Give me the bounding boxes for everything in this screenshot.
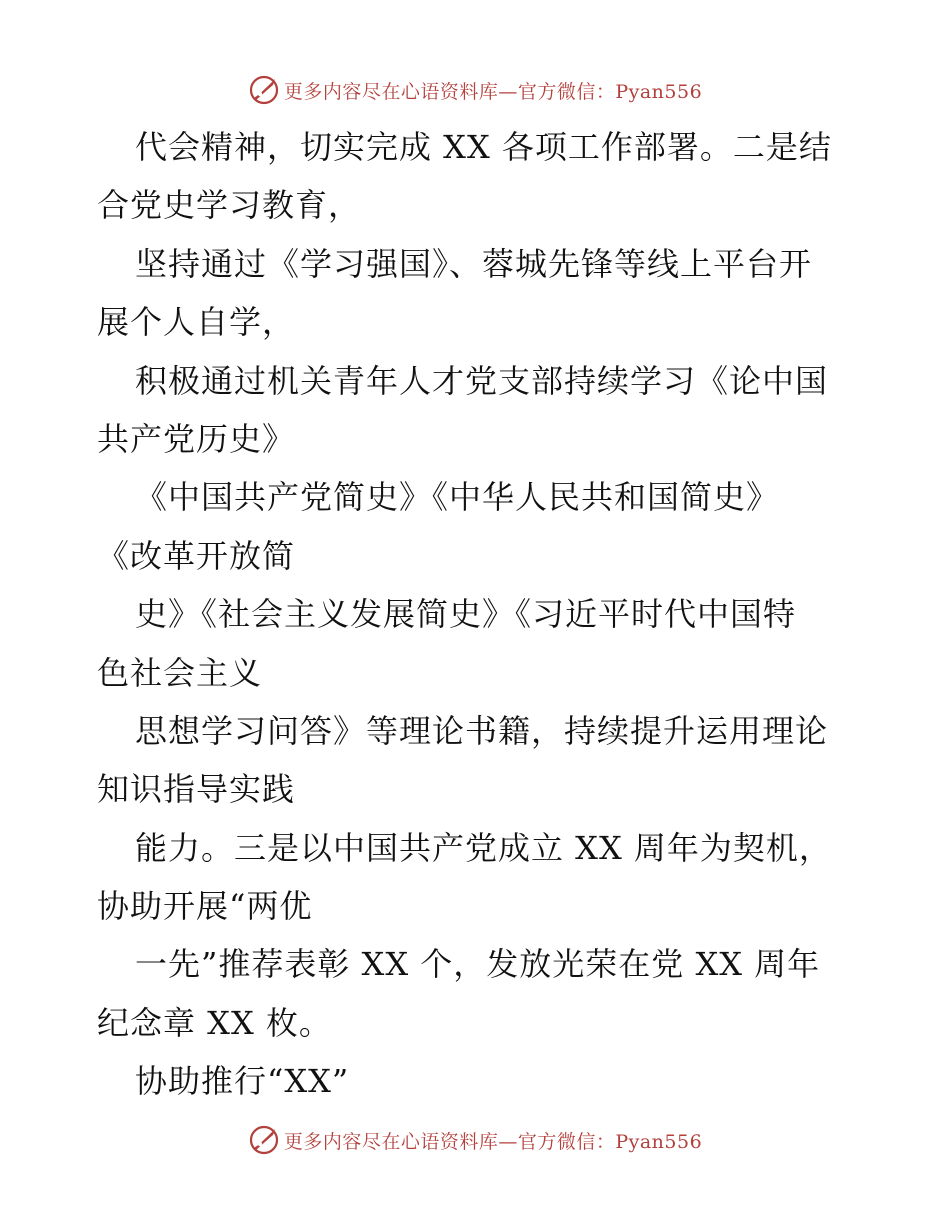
body-text-line: 《中国共产党简史》《中华人民共和国简史》 <box>135 478 780 517</box>
body-text-line: 思想学习问答》等理论书籍，持续提升运用理论 <box>135 711 829 750</box>
body-text-line: 坚持通过《学习强国》、蓉城先锋等线上平台开 <box>135 244 813 283</box>
body-text-line: 色社会主义 <box>97 653 263 692</box>
body-text-line: 一先”推荐表彰 XX 个，发放光荣在党 XX 周年 <box>135 945 821 984</box>
body-text-line: 《改革开放简 <box>97 536 296 575</box>
body-text-line: 知识指导实践 <box>97 770 296 809</box>
body-text-line: 纪念章 XX 枚。 <box>97 1003 332 1042</box>
footer-banner-text: 更多内容尽在心语资料库—官方微信：Pyan556 <box>283 1130 703 1153</box>
body-text-line: 能力。三是以中国共产党成立 XX 周年为契机， <box>135 828 832 867</box>
body-text-line: 协助开展“两优 <box>97 887 313 926</box>
header-banner <box>0 70 950 110</box>
body-text-line: 共产党历史》 <box>97 419 296 458</box>
body-text-line: 协助推行“XX” <box>135 1062 350 1101</box>
pen-nib-logo-icon <box>248 1124 280 1156</box>
header-banner-text: 更多内容尽在心语资料库—官方微信：Pyan556 <box>283 80 703 103</box>
pen-nib-logo-icon <box>248 74 280 106</box>
document-body <box>97 118 857 1111</box>
body-text-line: 代会精神，切实完成 XX 各项工作部署。二是结 <box>135 128 832 166</box>
body-text-line: 合党史学习教育， <box>97 186 362 225</box>
body-text-line: 展个人自学， <box>97 303 296 342</box>
body-text-line: 积极通过机关青年人才党支部持续学习《论中国 <box>135 361 829 400</box>
body-text-line: 史》《社会主义发展简史》《习近平时代中国特 <box>135 595 797 634</box>
footer-banner <box>0 1120 950 1160</box>
